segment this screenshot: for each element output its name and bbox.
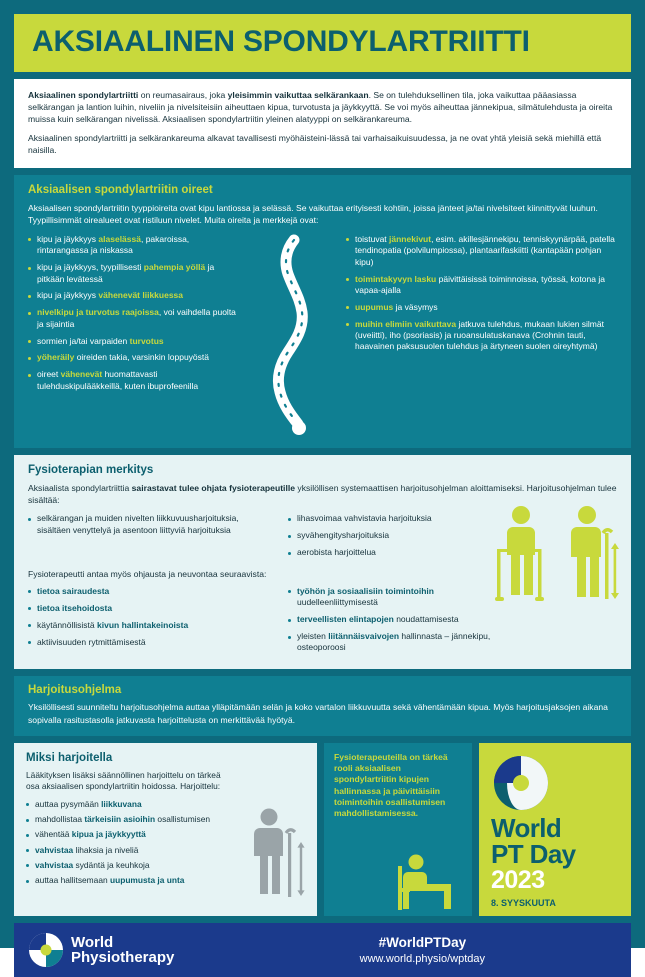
physio-role-text: Fysioterapeuteilla on tärkeä rooli aksiaalisen spondylartriitin kipujen hallinnassa ja päivittäisiin toimintoihin osallistumisen mahdollistamisessa. (334, 751, 448, 819)
list-item: muihin elimiin vaikuttava jatkuva tulehdus, mukaan lukien silmät (uveiitti), iho (psoriasis) ja ruoansulatuskanava (Crohnin tauti, haavainen paksusuolen tulehdus ja ärtyneen suolen oireyhtymä) (346, 319, 617, 353)
physio-mid-note: Fysioterapeutti antaa myös ohjausta ja neuvontaa seuraavista: (28, 568, 267, 579)
symptoms-lead: Aksiaalisen spondylartriitin tyyppioireita ovat kipu lantiossa ja selässä. Se vaikuttaa erityisesti kohtiin, joissa jänteet ja/tai nivelsiteet kiinnittyvät luuhun. Tyypillisimmät oirealueet ovat ristiluun nivelet. Muita oireita ja merkkejä ovat: (28, 202, 598, 225)
cane-figure-icon (241, 806, 311, 910)
program-text: Yksilöllisesti suunniteltu harjoitusohjelma auttaa ylläpitämään selän ja koko vartalon liikkuvuutta sekä vähentämään kipua. Myös harjoitusjaksojen aikana sopivalla rasitustasolla jatkuvasta harjoittelusta on merkittävää hyötyä. (28, 702, 608, 725)
physiotherapy-heading: Fysioterapian merkitys (28, 463, 154, 476)
world-pt-day-box (479, 743, 631, 916)
physio-list-1 (28, 513, 274, 536)
why-exercise-box (14, 743, 317, 916)
list-item: toistuvat jännekivut, esim. akillesjännekipu, tenniskyynärpää, patella tendinopatia (polvilumpiossa), plantaarifaskiitti (kantapään pohjan kipu) (346, 234, 617, 268)
physio-list-3 (28, 586, 274, 648)
intro-paragraph-2: Aksiaalinen spondylartriitti ja selkärankareuma alkavat tavallisesti myöhäisteini-lässä tai varhaisaikuisuudessa, ja ne ovat yhtä yleisiä sekä miehillä että naisilla. (28, 133, 602, 156)
physiotherapy-lead: Aksiaalista spondylartriittia sairastavat tulee ohjata fysioterapeutille yksilöllisen systemaattisen harjoitusohjelman aloittamiseksi. Harjoitusohjelman tulee sisältää: (28, 482, 617, 506)
seated-figure-icon (394, 852, 468, 914)
list-item: kipu ja jäykkyys, tyypillisesti pahempia yöllä ja pitkään levätessä (28, 262, 238, 285)
physiotherapy-section (14, 455, 631, 669)
physio-list-2 (288, 513, 503, 558)
list-item: toimintakyvyn lasku päivittäisissä toiminnoissa, työssä, kotona ja vapaa-ajalla (346, 274, 617, 297)
list-item: selkärangan ja muiden nivelten liikkuvuusharjoituksia, sisältäen venyttelyä ja asentoon liittyviä harjoituksia (28, 513, 274, 536)
website-url[interactable]: www.world.physio/wptday (359, 953, 485, 966)
title-band (14, 14, 631, 72)
wpt-line-1: World (491, 812, 562, 843)
list-item: oireet vähenevät huomattavasti tulehduskipulääkkeillä, kuten ibuprofeenilla (28, 369, 238, 392)
walking-figures-icon (491, 503, 623, 619)
list-item: uupumus ja väsymys (346, 302, 617, 313)
wpt-date: 8. SYYSKUUTA (491, 898, 556, 909)
world-physiotherapy-globe-icon (491, 753, 551, 813)
brand-line-1: World (71, 933, 114, 951)
list-item: terveellisten elintapojen noudattamisesta (288, 614, 503, 625)
page-title: AKSIAALINEN SPONDYLARTRIITTI (32, 25, 530, 58)
intro-paragraph-1: Aksiaalinen spondylartriitti on reumasairaus, joka yleisimmin vaikuttaa selkärankaan. Se on tulehduksellinen tila, joka vaikuttaa pääasiassa selkärangan ja lantion luihin, niveliin ja nivelsiteisiin aiheuttaen kipua, turvotusta ja jäykkyyttä. Se voi myös aiheuttaa jännekipua, silmätulehdusta ja oireita muissa kuin selkärangan nivelissä. Aksiaalisen spondylartriitin yleinen alatyyppi on selkärankareuma. (28, 89, 613, 124)
hashtag: #WorldPTDay (378, 935, 467, 951)
list-item: työhön ja sosiaalisiin toimintoihin uudelleenliittymisestä (288, 586, 503, 609)
program-heading: Harjoitusohjelma (28, 684, 122, 697)
list-item: vähentää kipua ja jäykkyyttä (26, 829, 226, 840)
physio-list-4 (288, 586, 503, 654)
list-item: tietoa itsehoidosta (28, 603, 274, 614)
why-list (26, 799, 226, 887)
physio-role-box (324, 743, 472, 916)
symptoms-left-list (28, 234, 238, 392)
list-item: vahvistaa sydäntä ja keuhkoja (26, 860, 226, 871)
list-item: sormien ja/tai varpaiden turvotus (28, 336, 238, 347)
list-item: aerobista harjoittelua (288, 547, 503, 558)
list-item: mahdollistaa tärkeisiin asioihin osallistumisen (26, 814, 226, 825)
list-item: auttaa hallitsemaan uupumusta ja unta (26, 875, 226, 886)
footer (14, 923, 631, 977)
wpt-line-3: 2023 (491, 865, 545, 894)
list-item: käytännöllisistä kivun hallintakeinoista (28, 620, 274, 631)
list-item: auttaa pysymään liikkuvana (26, 799, 226, 810)
brand-line-2: Physiotherapy (71, 949, 175, 967)
list-item: syvähengitysharjoituksia (288, 530, 503, 541)
intro-section (14, 79, 631, 168)
symptoms-right-list (346, 234, 617, 353)
list-item: nivelkipu ja turvotus raajoissa, voi vaihdella puolta ja sijaintia (28, 307, 238, 330)
program-section (14, 676, 631, 735)
list-item: tietoa sairaudesta (28, 586, 274, 597)
globe-icon (28, 932, 64, 968)
symptoms-section (14, 175, 631, 448)
why-heading: Miksi harjoitella (26, 751, 113, 764)
list-item: yleisten liitännäisvaivojen hallinnasta – jännekipu, osteoporoosi (288, 631, 503, 654)
wpt-line-2: PT Day (491, 838, 576, 869)
list-item: kipu ja jäykkyys alaselässä, pakaroissa, rintarangassa ja niskassa (28, 234, 238, 257)
list-item: yöheräily oireiden takia, varsinkin loppuyöstä (28, 352, 238, 363)
list-item: kipu ja jäykkyys vähenevät liikkuessa (28, 290, 238, 301)
spine-illustration (248, 234, 336, 436)
list-item: aktiivisuuden rytmittämisestä (28, 637, 274, 648)
why-lead: Lääkityksen lisäksi säännöllinen harjoittelu on tärkeä osa aksiaalisen spondylartriitin hoidossa. Harjoittelu: (26, 769, 221, 792)
list-item: vahvistaa lihaksia ja niveliä (26, 845, 226, 856)
footer-links (360, 935, 617, 965)
why-row (14, 743, 631, 916)
list-item: lihasvoimaa vahvistavia harjoituksia (288, 513, 503, 524)
world-physiotherapy-logo (28, 932, 174, 968)
symptoms-heading: Aksiaalisen spondylartriitin oireet (28, 183, 213, 196)
